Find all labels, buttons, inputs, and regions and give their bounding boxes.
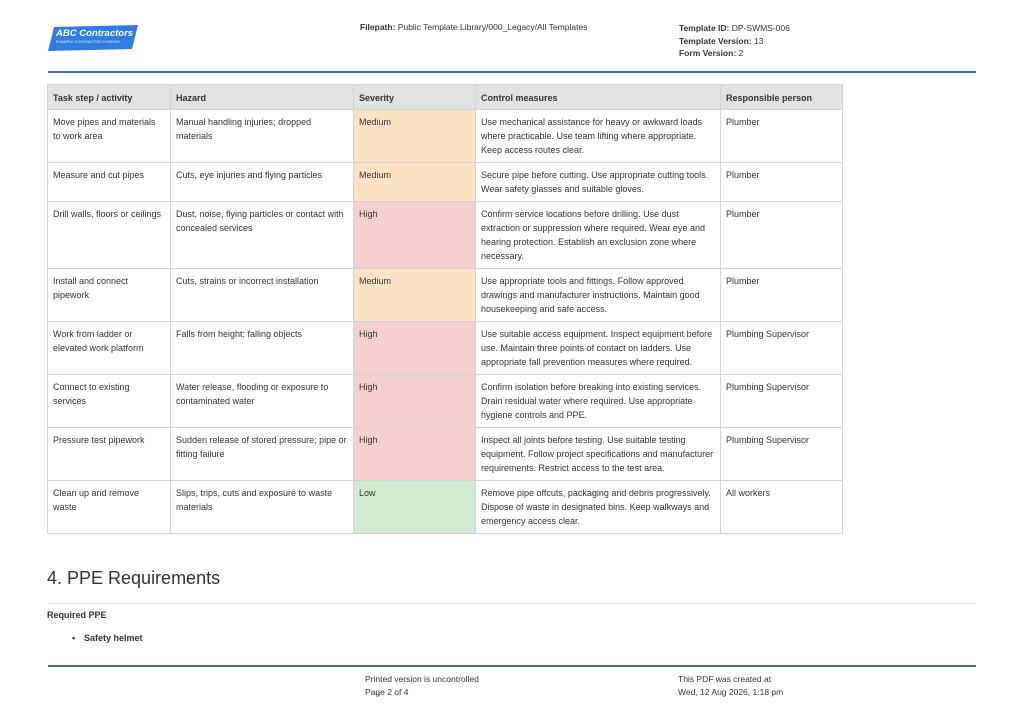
hazard-cell: Slips, trips, cuts and exposure to waste materials bbox=[171, 481, 354, 534]
person-cell: Plumbing Supervisor bbox=[721, 428, 843, 481]
column-header-hazard: Hazard bbox=[171, 85, 354, 110]
hazard-cell: Cuts, strains or incorrect installation bbox=[171, 269, 354, 322]
column-header-controls: Control measures bbox=[476, 85, 721, 110]
severity-cell: High bbox=[354, 322, 476, 375]
controls-cell: Remove pipe offcuts, packaging and debris progressively. Dispose of waste in designated bins. Keep walkways and emergency access clear. bbox=[476, 481, 721, 534]
ppe-list bbox=[72, 633, 143, 643]
person-cell: Plumber bbox=[721, 202, 843, 269]
page-number: Page 2 of 4 bbox=[365, 686, 409, 697]
controls-cell: Secure pipe before cutting. Use appropriate cutting tools. Wear safety glasses and suitable gloves. bbox=[476, 163, 721, 202]
list-item bbox=[72, 633, 143, 643]
hazard-cell: Water release, flooding or exposure to contaminated water bbox=[171, 375, 354, 428]
header-divider bbox=[48, 71, 976, 73]
task-cell: Measure and cut pipes bbox=[48, 163, 171, 202]
task-cell: Drill walls, floors or ceilings bbox=[48, 202, 171, 269]
severity-cell: Medium bbox=[354, 269, 476, 322]
column-header-person: Responsible person bbox=[721, 85, 843, 110]
person-cell: Plumber bbox=[721, 110, 843, 163]
table-row bbox=[48, 163, 843, 202]
controls-cell: Confirm service locations before drilling. Use dust extraction or suppression where required. Wear eye and hearing protection. Establish an exclusion zone where necessary. bbox=[476, 202, 721, 269]
hazard-cell: Dust, noise, flying particles or contact with concealed services bbox=[171, 202, 354, 269]
hazard-cell: Falls from height; falling objects bbox=[171, 322, 354, 375]
controls-cell: Inspect all joints before testing. Use suitable testing equipment. Follow project specifications and manufacturer requirements. Restrict access to the test area. bbox=[476, 428, 721, 481]
template-version-line bbox=[679, 35, 790, 48]
hazard-cell: Sudden release of stored pressure; pipe or fitting failure bbox=[171, 428, 354, 481]
table-row bbox=[48, 202, 843, 269]
column-header-severity: Severity bbox=[354, 85, 476, 110]
severity-cell: High bbox=[354, 428, 476, 481]
hazard-table bbox=[47, 84, 843, 534]
task-cell: Move pipes and materials to work area bbox=[48, 110, 171, 163]
section-divider bbox=[48, 603, 976, 604]
template-version-value: 13 bbox=[753, 35, 764, 46]
severity-cell: High bbox=[354, 202, 476, 269]
task-cell: Install and connect pipework bbox=[48, 269, 171, 322]
filepath-value: Public Template Library/000_Legacy/All Templates bbox=[397, 22, 588, 32]
controls-cell: Use appropriate tools and fittings. Follow approved drawings and manufacturer instructions. Maintain good housekeeping and safe access. bbox=[476, 269, 721, 322]
filepath-label: Filepath: bbox=[360, 22, 396, 32]
person-cell: All workers bbox=[721, 481, 843, 534]
created-timestamp: Wed, 12 Aug 2026, 1:18 pm bbox=[678, 686, 784, 697]
ppe-item-label: Safety helmet bbox=[84, 633, 143, 643]
task-cell: Work from ladder or elevated work platform bbox=[48, 322, 171, 375]
template-id-line bbox=[679, 22, 790, 35]
column-header-task: Task step / activity bbox=[48, 85, 171, 110]
filepath bbox=[360, 22, 587, 32]
task-cell: Connect to existing services bbox=[48, 375, 171, 428]
person-cell: Plumbing Supervisor bbox=[721, 322, 843, 375]
required-ppe-label: Required PPE bbox=[47, 610, 107, 620]
ppe-section-title: 4. PPE Requirements bbox=[47, 568, 221, 588]
person-cell: Plumbing Supervisor bbox=[721, 375, 843, 428]
table-row bbox=[48, 269, 843, 322]
uncontrolled-notice: Printed version is uncontrolled bbox=[365, 674, 479, 684]
bullet-icon: • bbox=[72, 633, 76, 643]
form-version-line bbox=[679, 47, 790, 60]
company-logo bbox=[48, 25, 138, 51]
form-version-label: Form Version: bbox=[679, 48, 737, 58]
template-meta bbox=[679, 22, 790, 60]
footer-right bbox=[678, 673, 783, 698]
template-id-value: DP-SWMS-006 bbox=[731, 23, 790, 33]
hazard-cell: Cuts, eye injuries and flying particles bbox=[171, 163, 354, 202]
table-row bbox=[48, 481, 843, 534]
created-label: This PDF was created at bbox=[678, 674, 772, 684]
severity-cell: Low bbox=[354, 481, 476, 534]
table-row bbox=[48, 428, 843, 481]
table-row bbox=[48, 375, 843, 428]
footer-left bbox=[365, 673, 479, 698]
controls-cell: Use suitable access equipment. Inspect equipment before use. Maintain three points of contact on ladders. Use appropriate fall prevention measures where required. bbox=[476, 322, 721, 375]
severity-cell: Medium bbox=[354, 110, 476, 163]
severity-cell: Medium bbox=[354, 163, 476, 202]
table-row bbox=[48, 322, 843, 375]
severity-cell: High bbox=[354, 375, 476, 428]
task-cell: Clean up and remove waste bbox=[48, 481, 171, 534]
table-row bbox=[48, 110, 843, 163]
person-cell: Plumber bbox=[721, 163, 843, 202]
person-cell: Plumber bbox=[721, 269, 843, 322]
table-header-row bbox=[48, 85, 843, 110]
template-version-label: Template Version: bbox=[679, 35, 752, 46]
hazard-cell: Manual handling injuries; dropped materials bbox=[171, 110, 354, 163]
logo-name: ABC Contractors bbox=[56, 28, 134, 39]
logo-tagline: EXAMPLE CONTRACTOR COMPANY bbox=[56, 40, 121, 44]
controls-cell: Confirm isolation before breaking into existing services. Drain residual water where required. Use appropriate hygiene controls and PPE. bbox=[476, 375, 721, 428]
task-cell: Pressure test pipework bbox=[48, 428, 171, 481]
template-id-label: Template ID: bbox=[679, 23, 730, 33]
footer-divider bbox=[48, 665, 976, 667]
controls-cell: Use mechanical assistance for heavy or awkward loads where practicable. Use team lifting where appropriate. Keep access routes clear. bbox=[476, 110, 721, 163]
form-version-value: 2 bbox=[738, 48, 744, 58]
